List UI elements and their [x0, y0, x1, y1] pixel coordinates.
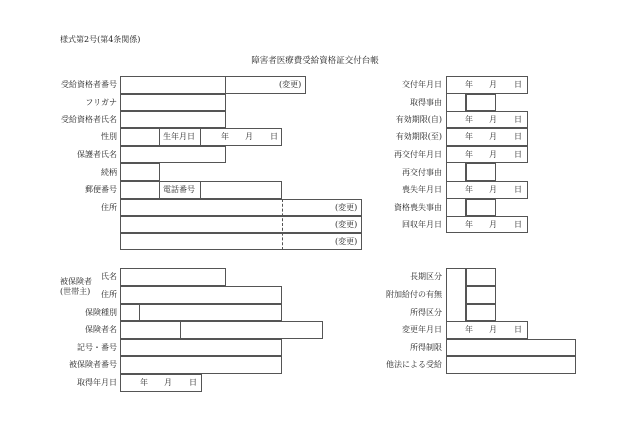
valid-from-day: 日	[514, 115, 522, 124]
label-loss-date: 喪失年月日	[402, 185, 442, 194]
label-phone: 電話番号	[163, 185, 195, 194]
divider	[200, 128, 201, 146]
label-relationship: 続柄	[101, 168, 117, 177]
divider	[200, 181, 201, 199]
label-recipient-number: 受給資格者番号	[61, 80, 117, 89]
change-month: 月	[489, 325, 497, 334]
divider	[159, 181, 160, 199]
label-acquisition-reason: 取得事由	[410, 98, 442, 107]
reissue-day: 日	[514, 150, 522, 159]
insured-group-sublabel: (世帯主)	[60, 287, 91, 296]
label-long-term: 長期区分	[410, 272, 442, 281]
birth-year: 年	[221, 132, 229, 141]
form-number: 様式第2号(第4条関係)	[60, 35, 141, 44]
label-furigana: フリガナ	[85, 98, 117, 107]
label-income-limit: 所得制限	[410, 343, 442, 352]
address-field-2[interactable]	[120, 216, 362, 233]
issue-day: 日	[514, 80, 522, 89]
issue-year: 年	[465, 80, 473, 89]
divider	[180, 321, 181, 339]
change-address-2: (変更)	[335, 220, 358, 229]
recipient-name-field[interactable]	[120, 111, 226, 128]
divider	[225, 76, 226, 94]
label-postal-code: 郵便番号	[85, 185, 117, 194]
label-recipient-name: 受給資格者氏名	[61, 115, 117, 124]
valid-from-year: 年	[465, 115, 473, 124]
insurance-type-field[interactable]	[120, 304, 282, 321]
acq-year: 年	[140, 378, 148, 387]
guardian-name-field[interactable]	[120, 146, 226, 163]
divider	[139, 304, 140, 321]
label-insured-number: 被保険者番号	[69, 360, 117, 369]
other-law-field[interactable]	[446, 356, 576, 374]
loss-year: 年	[465, 185, 473, 194]
birth-day: 日	[270, 132, 278, 141]
gender-birth-row[interactable]	[120, 128, 282, 146]
dashed-divider	[282, 199, 283, 250]
loss-day: 日	[514, 185, 522, 194]
label-valid-to: 有効期限(至)	[395, 132, 442, 141]
insured-group-label: 被保険者	[60, 277, 92, 286]
label-supplementary: 附加給付の有無	[386, 290, 442, 299]
label-change-date: 変更年月日	[402, 325, 442, 334]
label-loss-reason: 資格喪失事由	[394, 203, 442, 212]
collection-day: 日	[514, 220, 522, 229]
label-insured-name: 氏名	[101, 272, 117, 281]
label-guardian-name: 保護者氏名	[77, 150, 117, 159]
label-gender: 性別	[101, 132, 117, 141]
change-year: 年	[465, 325, 473, 334]
collection-month: 月	[489, 220, 497, 229]
reissue-year: 年	[465, 150, 473, 159]
valid-to-year: 年	[465, 132, 473, 141]
label-issue-date: 交付年月日	[402, 80, 442, 89]
document-title: 障害者医療費受給資格証交付台帳	[251, 56, 379, 66]
valid-to-month: 月	[489, 132, 497, 141]
label-other-law: 他法による受給	[386, 360, 442, 369]
insured-address-field[interactable]	[120, 286, 282, 304]
reissue-month: 月	[489, 150, 497, 159]
label-acquisition-date: 取得年月日	[77, 378, 117, 387]
income-limit-field[interactable]	[446, 339, 576, 356]
label-valid-from: 有効期限(自)	[395, 115, 442, 124]
long-term-field[interactable]	[466, 268, 496, 286]
label-birth-date: 生年月日	[163, 132, 195, 141]
postal-phone-row[interactable]	[120, 181, 282, 199]
label-collection-date: 回収年月日	[402, 220, 442, 229]
acq-month: 月	[164, 378, 172, 387]
label-symbol-number: 記号・番号	[77, 343, 117, 352]
symbol-number-field[interactable]	[120, 339, 282, 356]
label-income-class: 所得区分	[410, 308, 442, 317]
insured-name-field[interactable]	[120, 268, 226, 286]
label-insurance-type: 保険種別	[85, 308, 117, 317]
insurer-name-field[interactable]	[120, 321, 323, 339]
address-field-1[interactable]	[120, 199, 362, 216]
label-insurer-name: 保険者名	[85, 325, 117, 334]
loss-month: 月	[489, 185, 497, 194]
income-class-field[interactable]	[466, 304, 496, 321]
label-reissue-date: 再交付年月日	[394, 150, 442, 159]
issue-month: 月	[489, 80, 497, 89]
furigana-field[interactable]	[120, 94, 226, 111]
insured-number-field[interactable]	[120, 356, 282, 374]
relationship-field[interactable]	[120, 163, 160, 181]
label-address: 住所	[101, 203, 117, 212]
label-insured-address: 住所	[101, 290, 117, 299]
change-address-3: (変更)	[335, 237, 358, 246]
birth-month: 月	[245, 132, 253, 141]
acq-day: 日	[189, 378, 197, 387]
change-address-1: (変更)	[335, 203, 358, 212]
address-field-3[interactable]	[120, 233, 362, 250]
valid-to-day: 日	[514, 132, 522, 141]
reissue-reason-field[interactable]	[466, 163, 496, 181]
change-recipient-number: (変更)	[279, 80, 302, 89]
supplementary-field[interactable]	[466, 286, 496, 304]
acquisition-reason-field[interactable]	[466, 94, 496, 111]
label-reissue-reason: 再交付事由	[402, 168, 442, 177]
collection-year: 年	[465, 220, 473, 229]
change-day: 日	[514, 325, 522, 334]
loss-reason-field[interactable]	[466, 199, 496, 216]
divider	[159, 128, 160, 146]
valid-from-month: 月	[489, 115, 497, 124]
